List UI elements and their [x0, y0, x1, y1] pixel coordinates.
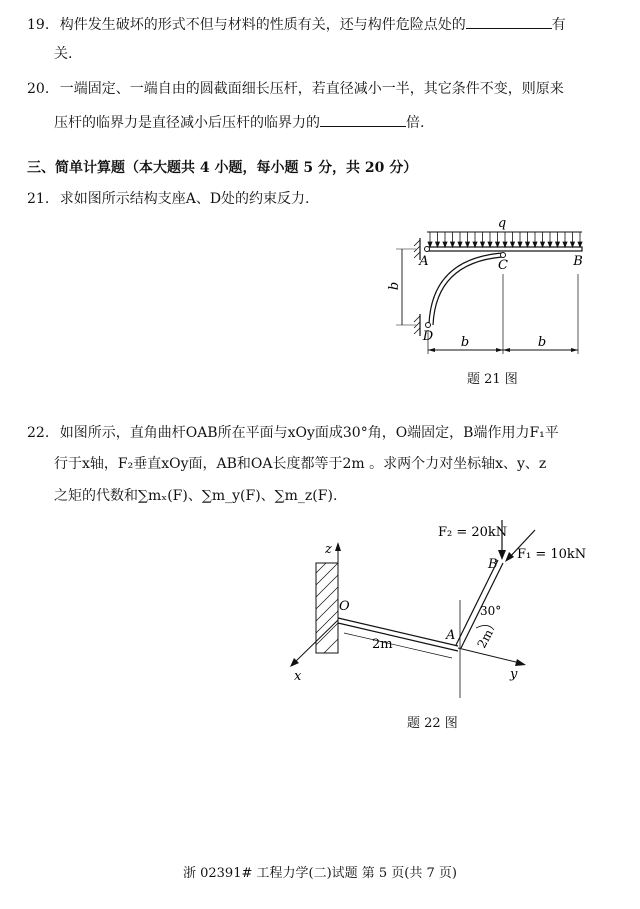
fig21-dim-right: b: [537, 335, 547, 350]
q19-number: 19.: [27, 17, 50, 33]
q22-text-line2: 行于x轴，F₂垂直xOy面，AB和OA长度都等于2m 。求两个力对坐标轴x、y、z: [54, 456, 547, 472]
fig22-caption: 题 22 图: [407, 716, 458, 731]
q19-answer-blank[interactable]: [466, 14, 552, 29]
q20-line1: [27, 80, 564, 98]
q20-text-b: 压杆的临界力是直径减小后压杆的临界力的: [54, 115, 320, 131]
q19-line2: [54, 45, 72, 63]
page-footer: 浙 02391# 工程力学(二)试题 第 5 页(共 7 页): [182, 866, 457, 881]
fig21-curved-member: [429, 253, 502, 324]
fig21-caption: 题 21 图: [467, 372, 518, 387]
fig22-angle: 30°: [480, 604, 502, 618]
q21-number: 21.: [27, 191, 50, 207]
q22-text-line1: 如图所示，直角曲杆OAB所在平面与xOy面成30°角，O端固定，B端作用力F₁平: [59, 425, 559, 441]
fig21-load-label: q: [497, 216, 507, 231]
fig21-label-c: C: [498, 258, 508, 273]
fig21-beam: [427, 247, 582, 251]
fig21-pin-d: [426, 323, 431, 328]
fig22-axis-z: z: [325, 542, 332, 557]
fig21-label-d: D: [422, 329, 434, 344]
q20-text-c: 倍.: [406, 115, 425, 131]
fig21-label-a: A: [419, 254, 429, 269]
fig22-label-a: A: [446, 628, 456, 643]
q22-line1: [27, 424, 559, 442]
fig22-len-oa: 2m: [372, 637, 393, 652]
section3-heading: 三、简单计算题（本大题共 4 小题，每小题 5 分，共 20 分）: [27, 160, 418, 176]
q20-text-a: 一端固定、一端自由的圆截面细长压杆，若直径减小一半，其它条件不变，则原来: [59, 81, 564, 97]
q21-text: 求如图所示结构支座A、D处的约束反力.: [59, 191, 310, 207]
fig21-distributed-load-arrows: [428, 232, 582, 247]
fig22-label-o: O: [339, 599, 350, 614]
q19-text-a: 构件发生破坏的形式不但与材料的性质有关，还与构件危险点处的: [59, 17, 466, 33]
fig22-axis-x: x: [294, 669, 302, 684]
fig21-label-b: B: [573, 254, 583, 269]
fig21-dim-left: b: [460, 335, 470, 350]
fig22-axis-y: y: [510, 667, 518, 682]
q20-line2: [54, 112, 424, 132]
q21-line: [27, 190, 310, 208]
q20-answer-blank[interactable]: [320, 112, 406, 127]
q22-text-line3: 之矩的代数和∑mₓ(F)、∑m_y(F)、∑m_z(F).: [54, 488, 338, 504]
fig22-f1-label: F₁ = 10kN: [517, 547, 587, 562]
fig22-rod-oa: [338, 618, 458, 646]
fig22-len-ab: 2m: [474, 627, 496, 651]
q19-line1: [27, 14, 566, 34]
fig21-pin-a: [425, 247, 430, 252]
fig21-pin-c: [501, 253, 506, 258]
fig22-f2-arrowhead: [498, 550, 506, 560]
fig22-fixed-wall: [316, 563, 338, 653]
q22-line3: [54, 487, 337, 505]
q20-number: 20.: [27, 81, 50, 97]
q19-text-b: 有: [551, 17, 566, 33]
fig22-f2-label: F₂ = 20kN: [438, 525, 508, 540]
fig22-label-b: B: [488, 557, 498, 572]
q19-text-c: 关.: [54, 46, 73, 62]
fig21-dim-vertical: b: [387, 281, 402, 291]
figure-22: [280, 508, 600, 703]
q22-number: 22.: [27, 425, 50, 441]
q22-line2: [54, 455, 546, 473]
figure-21: [372, 212, 592, 362]
